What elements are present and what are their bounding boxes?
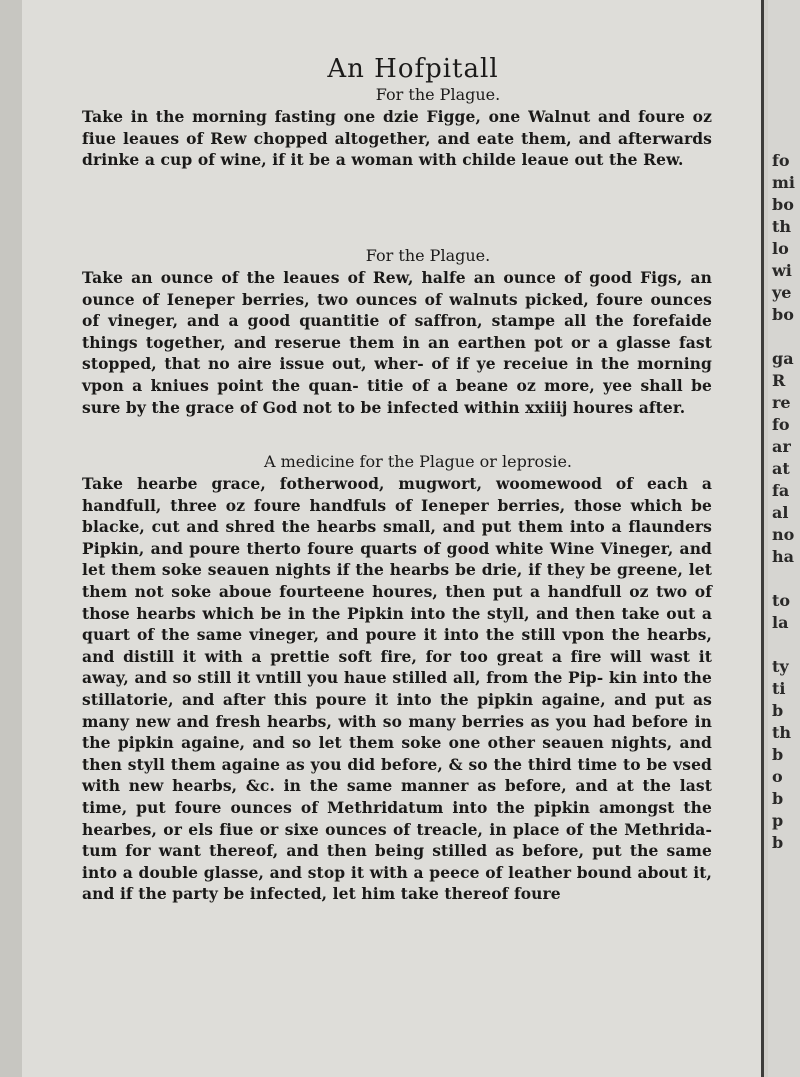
fragment: at (772, 459, 790, 478)
fragment: th (772, 723, 792, 742)
fragment: wi (772, 261, 792, 280)
fragment: p (772, 811, 784, 830)
section-text-plague-1: Take in the morning fasting one dzie Figge, one Walnut and foure oz fiue leaues of Rew chopped altogether, and eate them, and afterwards drinke a cup of wine, if it be a woman with childe leaue out the Rew. (82, 107, 712, 170)
fragment: ti (772, 679, 786, 698)
fragment: bo (772, 195, 794, 214)
running-head: An Hofpitall (327, 54, 499, 84)
fragment (772, 568, 798, 590)
section-heading-leprosie: A medicine for the Plague or leprosie. (263, 452, 573, 471)
fragment (772, 326, 798, 348)
binding-gutter (0, 0, 22, 1077)
fragment: ga (772, 349, 794, 368)
fragment: lo (772, 239, 789, 258)
fragment: to (772, 591, 791, 610)
fragment: R (772, 371, 786, 390)
fragment: b (772, 701, 784, 720)
adjacent-page-fragments (772, 150, 798, 854)
fragment: b (772, 833, 784, 852)
fragment: ye (772, 283, 792, 302)
fragment: ar (772, 437, 791, 456)
fragment: th (772, 217, 792, 236)
fragment: mi (772, 173, 796, 192)
section-heading-plague-2: For the Plague. (365, 246, 491, 265)
fragment: b (772, 789, 784, 808)
fragment: b (772, 745, 784, 764)
section-heading-plague-1: For the Plague. (375, 85, 501, 104)
fragment: re (772, 393, 791, 412)
fragment: fa (772, 481, 790, 500)
fragment: no (772, 525, 795, 544)
fragment: fo (772, 151, 790, 170)
section-text-plague-2: Take an ounce of the leaues of Rew, halfe an ounce of good Figs, an ounce of Ieneper berries, two ounces of walnuts picked, foure ounces of vineger, and a good quantitie of saffron, stampe all the forefaide things together, and reserue them in an earthen pot or a glasse fast stopped, that no aire issue out, wher- of if ye receiue in the morning vpon a kniues point the quan- titie of a beane oz more, yee shall be sure by the grace of God not to be infected within xxiiij houres after. (82, 268, 712, 417)
fragment: la (772, 613, 789, 632)
fragment: ha (772, 547, 794, 566)
fragment: o (772, 767, 783, 786)
fragment: bo (772, 305, 794, 324)
fragment: ty (772, 657, 789, 676)
fragment: al (772, 503, 789, 522)
section-text-leprosie: Take hearbe grace, fotherwood, mugwort, woomewood of each a handfull, three oz foure handfuls of Ieneper berries, those which be blacke, cut and shred the hearbs small, and put them into a flaunders Pipkin, and poure therto foure quarts of good white Wine Vineger, and let them soke seauen nights if the hearbs be drie, if they be greene, let them not soke aboue fourteene houres, then put a handfull oz two of those hearbs which be in the Pipkin into the styll, and then take out a quart of the same vineger, and poure it into the still vpon the hearbs, and distill it with a prettie soft fire, for too great a fire will wast it away, and so still it vntill you haue stilled all, from the Pip- kin into the stillatorie, and after this poure it into the pipkin againe, and put as many new and fresh hearbs, with so many berries as you had before in the pipkin againe, and so let them soke one other seauen nights, and then styll them againe as you did before, & so the third time to be vsed with new hearbs, &c. in the same manner as before, and at the last time, put foure ounces of Methridatum into the pipkin amongst the hearbes, or els fiue or sixe ounces of treacle, in place of the Methrida- tum for want thereof, and then being stilled as before, put the same into a double glasse, and stop it with a peece of leather bound about it, and if the party be infected, let him take thereof foure (82, 474, 712, 904)
fragment: fo (772, 415, 790, 434)
book-page (22, 0, 764, 1077)
fragment (772, 634, 798, 656)
